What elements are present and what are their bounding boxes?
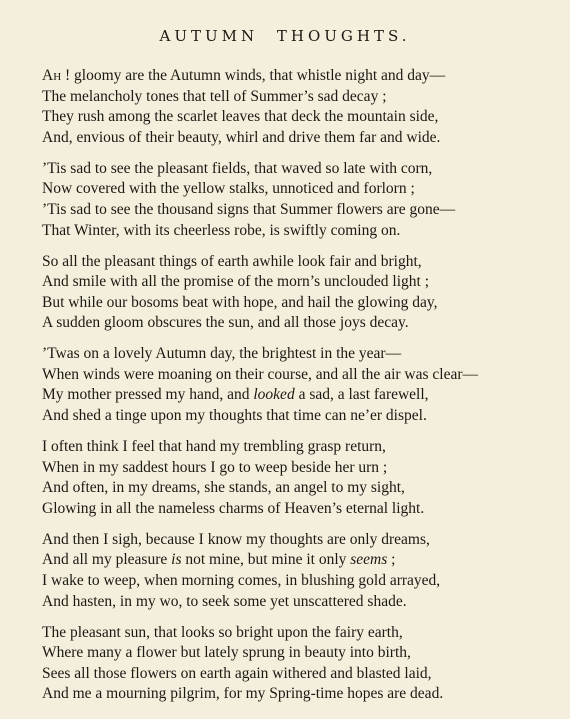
poem-line: ’Twas on a lovely Autumn day, the brightest in the year—: [42, 345, 402, 363]
opening-word: Ah: [42, 67, 62, 84]
poem-line: ’Tis sad to see the pleasant fields, that waved so late with corn,: [42, 159, 433, 177]
poem-line: They rush among the scarlet leaves that deck the mountain side,: [42, 108, 439, 126]
poem-line: The melancholy tones that tell of Summer’s sad decay ;: [42, 87, 387, 105]
poem-line: A sudden gloom obscures the sun, and all those joys decay.: [42, 314, 409, 332]
poem-line: The pleasant sun, that looks so bright upon the fairy earth,: [42, 623, 403, 641]
poem-line: When winds were moaning on their course, and all the air was clear—: [42, 365, 478, 383]
stanza-5: [42, 437, 542, 519]
line-text: My mother pressed my hand, and: [42, 386, 254, 404]
line-text: And all my pleasure: [42, 551, 172, 569]
stanza-7: [42, 623, 542, 705]
poem-line: I often think I feel that hand my trembling grasp return,: [42, 438, 386, 456]
line-text: ! gloomy are the Autumn winds, that whistle night and day—: [61, 67, 446, 84]
poem-line: When in my saddest hours I go to weep beside her urn ;: [42, 458, 388, 476]
line-text: a sad, a last farewell,: [294, 386, 429, 404]
poem-line: [42, 385, 542, 406]
poem-line: Glowing in all the nameless charms of Heaven’s eternal light.: [42, 499, 425, 517]
stanza-3: [42, 252, 542, 334]
poem-line: Now covered with the yellow stalks, unnoticed and forlorn ;: [42, 180, 415, 198]
poem-line: And hasten, in my wo, to seek some yet unscattered shade.: [42, 592, 407, 610]
poem-line: And shed a tinge upon my thoughts that time can ne’er dispel.: [42, 407, 427, 425]
stanza-6: [42, 530, 542, 612]
stanza-2: [42, 159, 542, 241]
poem-line: And smile with all the promise of the morn’s unclouded light ;: [42, 273, 430, 291]
poem-title: AUTUMN THOUGHTS.: [159, 27, 411, 45]
stanza-4: [42, 344, 542, 426]
poem-line: So all the pleasant things of earth awhile look fair and bright,: [42, 252, 422, 270]
poem-line: ’Tis sad to see the thousand signs that Summer flowers are gone—: [42, 200, 456, 218]
poem-line: I wake to weep, when morning comes, in blushing gold arrayed,: [42, 572, 441, 590]
poem-line: [42, 550, 542, 571]
poem-body: [42, 66, 542, 715]
line-text: ;: [387, 551, 396, 569]
poem-line: And often, in my dreams, she stands, an angel to my sight,: [42, 479, 405, 497]
poem-line: And then I sigh, because I know my thoughts are only dreams,: [42, 530, 430, 548]
poem-line: And, envious of their beauty, whirl and drive them far and wide.: [42, 128, 441, 146]
stanza-1: [42, 66, 542, 148]
poem-line: [42, 66, 542, 87]
poem-line: But while our bosoms beat with hope, and hail the glowing day,: [42, 293, 438, 311]
line-text: not mine, but mine it only: [181, 551, 351, 569]
italic-word: looked: [253, 386, 295, 404]
italic-word: is: [171, 551, 182, 569]
poem-line: Where many a flower but lately sprung in beauty into birth,: [42, 644, 411, 662]
italic-word: seems: [350, 551, 388, 569]
poem-line: That Winter, with its cheerless robe, is swiftly coming on.: [42, 221, 401, 239]
poem-line: And me a mourning pilgrim, for my Spring-time hopes are dead.: [42, 685, 444, 703]
poem-line: Sees all those flowers on earth again withered and blasted laid,: [42, 664, 432, 682]
